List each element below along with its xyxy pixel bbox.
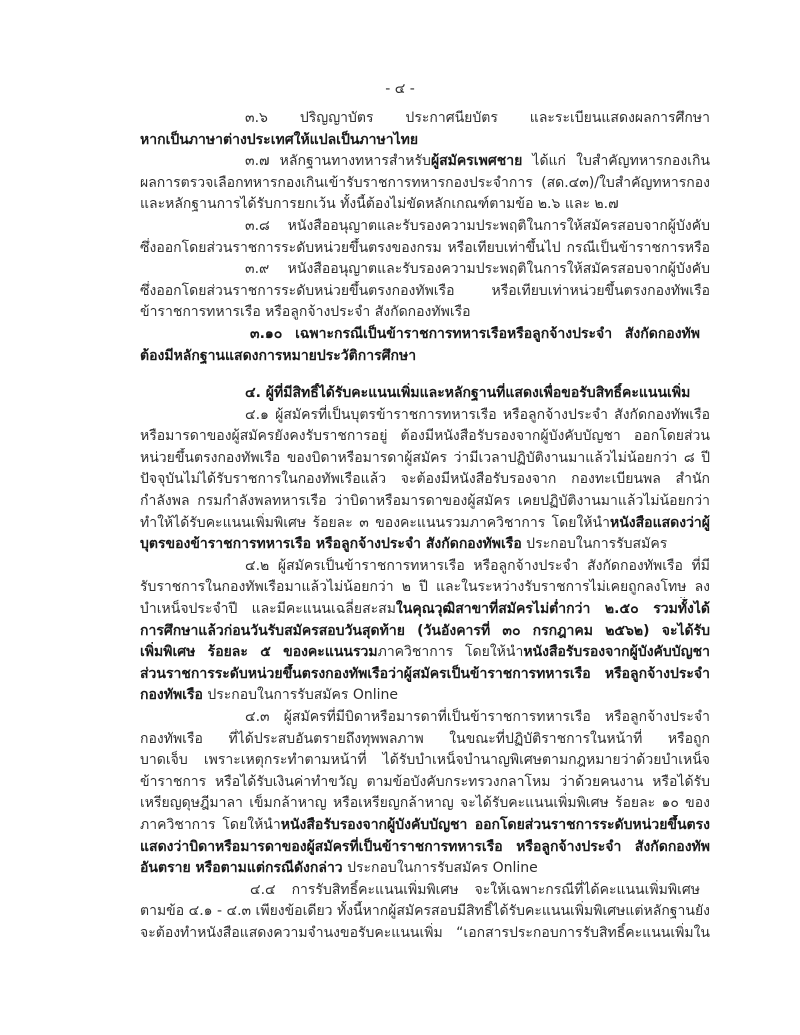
text: กองทัพเรือ ที่ได้ประสบอันตรายถึงทุพพลภาพ ในขณะที่ปฏิบัติราชการในหน้าที่ หรือถูก (140, 730, 710, 747)
bold-text: หนังสือรับรองจากผู้บังคับบัญชา ออกโดยส่วนราชการระดับหน่วยขึ้นตรง (280, 817, 710, 833)
text-line (140, 599, 710, 620)
text: บำเหน็จประจำปี และมีคะแนนเฉลี่ยสะสม (140, 601, 396, 617)
bold-text: ผู้สมัครเพศชาย (430, 153, 523, 170)
text: ข้าราชการทหารเรือ หรือลูกจ้างประจำ สังกัดกองทัพเรือ (140, 304, 471, 321)
bold-text: ในคุณวุฒิสาขาที่สมัครไม่ต่ำกว่า ๒.๕๐ รวมทั้งได้ (395, 601, 710, 617)
text: หน่วยขึ้นตรงกองทัพเรือ ของบิดาหรือมารดาผู้สมัคร ว่ามีเวลาปฏิบัติงานมาแล้วไม่น้อยกว่า ๘ ปี (140, 449, 710, 466)
text: ข้าราชการ หรือได้รับเงินค่าทำขวัญ ตามข้อบังคับกระทรวงกลาโหม ว่าด้วยคนงาน หรือได้รับ (140, 773, 710, 790)
bold-text: เพิ่มพิเศษ ร้อยละ ๕ ของคะแนนรวม (140, 644, 378, 661)
text-line (140, 685, 710, 706)
bold-text: การศึกษาแล้วก่อนวันรับสมัครสอบวันสุดท้าย (วันอังคารที่ ๓๐ กรกฎาคม ๒๕๖๒) จะได้รับ (140, 622, 710, 639)
text-line (140, 772, 710, 793)
bold-text: หนังสือแสดงว่าผู้ (609, 514, 710, 531)
page-number: - ๔ - (385, 81, 415, 97)
text: กำลังพล กรมกำลังพลทหารเรือ ว่าบิดาหรือมารดาของผู้สมัคร เคยปฏิบัติงานมาแล้วไม่น้อยกว่า (140, 493, 710, 509)
text: และหลักฐานการได้รับการยกเว้น ทั้งนี้ต้องไม่ขัดหลักเกณฑ์ตามข้อ ๒.๖ และ ๒.๗ (140, 196, 619, 213)
text-line (140, 130, 710, 151)
text-line (245, 707, 710, 728)
text-line (250, 880, 700, 901)
text: ๔.๓ ผู้สมัครที่มีบิดาหรือมารดาที่เป็นข้าราชการทหารเรือ หรือลูกจ้างประจำ (245, 709, 710, 725)
text: ตามข้อ ๔.๑ - ๔.๓ เพียงข้อเดียว ทั้งนี้หากผู้สมัครสอบมีสิทธิ์ได้รับคะแนนเพิ่มพิเศษแต่หลักฐานยัง (140, 903, 710, 920)
text-line (140, 491, 710, 512)
text-line (245, 259, 710, 280)
text-line (140, 534, 710, 555)
text-line (140, 194, 710, 215)
text-line (140, 901, 710, 922)
text: ๔.๑ ผู้สมัครที่เป็นบุตรข้าราชการทหารเรือ หรือลูกจ้างประจำ สังกัดกองทัพเรือ (245, 406, 710, 423)
text: บาดเจ็บ เพราะเหตุกระทำตามหน้าที่ ได้รับบำเหน็จบำนาญพิเศษตามกฎหมายว่าด้วยบำเหน็จ (140, 752, 710, 769)
bold-text: ส่วนราชการระดับหน่วยขึ้นตรงกองทัพเรือว่าผู้สมัครเป็นข้าราชการทหารเรือ หรือลูกจ้างประจำ (140, 665, 710, 682)
text: เหรียญดุษฎีมาลา เข็มกล้าหาญ หรือเหรียญกล้าหาญ จะได้รับคะแนนเพิ่มพิเศษ ร้อยละ ๑๐ ของ (140, 795, 710, 812)
section-heading (245, 383, 710, 404)
bold-text: ๔. ผู้ที่มีสิทธิ์ได้รับคะแนนเพิ่มและหลักฐานที่แสดงเพื่อขอรับสิทธิ์คะแนนเพิ่ม (245, 385, 691, 401)
bold-text: หนังสือรับรองจากผู้บังคับบัญชา (523, 644, 710, 661)
bold-text: บุตรของข้าราชการทหารเรือ หรือลูกจ้างประจำ สังกัดกองทัพเรือ (140, 536, 522, 553)
text: จะต้องทำหนังสือแสดงความจำนงขอรับคะแนนเพิ่ม “เอกสารประกอบการรับสิทธิ์คะแนนเพิ่มใน (140, 925, 710, 941)
bold-text: หากเป็นภาษาต่างประเทศให้แปลเป็นภาษาไทย (140, 131, 419, 148)
text-line (245, 556, 710, 577)
text: ผลการตรวจเลือกทหารกองเกินเข้ารับราชการทหารกองประจำการ (สด.๔๓)/ใบสำคัญทหารกอง (140, 174, 710, 191)
text: ประกอบในการรับสมัคร Online (202, 687, 398, 704)
text-line (250, 324, 700, 345)
text-line (140, 815, 710, 836)
text-line (140, 238, 710, 259)
text-line (140, 923, 710, 944)
text-line (140, 642, 710, 663)
text-line (245, 405, 710, 426)
text: ๓.๘ หนังสืออนุญาตและรับรองความประพฤติในการให้สมัครสอบจากผู้บังคับ (245, 218, 710, 234)
bold-text: กองทัพเรือ (140, 687, 203, 704)
text: ทำให้ได้รับคะแนนเพิ่มพิเศษ ร้อยละ ๓ ของคะแนนรวมภาควิชาการ โดยให้นำ (140, 514, 610, 531)
text-line (140, 469, 710, 490)
text: ประกอบในการรับสมัคร Online (342, 860, 538, 877)
text: ประกอบในการรับสมัคร (526, 536, 668, 553)
text-line (245, 216, 710, 237)
text: หรือมารดาของผู้สมัครยังคงรับราชการอยู่ ต้องมีหนังสือรับรองจากผู้บังคับบัญชา ออกโดยส่วน (140, 428, 710, 445)
text-line (140, 173, 710, 194)
text: ๔.๒ ผู้สมัครเป็นข้าราชการทหารเรือ หรือลูกจ้างประจำ สังกัดกองทัพเรือ ที่มี (245, 557, 710, 574)
text-line (140, 513, 710, 534)
text-line (140, 664, 710, 685)
text-line (140, 750, 710, 771)
text-line (140, 729, 710, 750)
text-line (140, 448, 710, 469)
text-line (245, 108, 710, 129)
text-line (140, 346, 710, 367)
text: ภาควิชาการ โดยให้นำ (140, 817, 281, 833)
text-line (140, 281, 710, 302)
text-line (140, 426, 710, 447)
text: ๓.๗ หลักฐานทางทหารสำหรับ (245, 153, 431, 170)
text-line (245, 151, 710, 172)
text: ๓.๖ ปริญญาบัตร ประกาศนียบัตร และระเบียนแสดงผลการศึกษา (245, 110, 710, 126)
text: ได้แก่ ใบสำคัญทหารกองเกิน (532, 153, 710, 170)
text: ปัจจุบันไม่ได้รับราชการในกองทัพเรือแล้ว จะต้องมีหนังสือรับรองจาก กองทะเบียนพล สำนัก (140, 471, 710, 488)
text-line (140, 793, 710, 814)
text-line (140, 577, 710, 598)
bold-text: อันตราย หรือตามแต่กรณีดังกล่าว (140, 860, 343, 877)
text: รับราชการในกองทัพเรือมาแล้วไม่น้อยกว่า ๒ ปี และในระหว่างรับราชการไม่เคยถูกลงโทษ ลง (140, 579, 710, 596)
text-line (140, 302, 710, 323)
text-line (140, 837, 710, 858)
text: ซึ่งออกโดยส่วนราชการระดับหน่วยขึ้นตรงกองทัพเรือ หรือเทียบเท่าหน่วยขึ้นตรงกองทัพเรือ (140, 282, 710, 299)
bold-text: ๓.๑๐ เฉพาะกรณีเป็นข้าราชการทหารเรือหรือลูกจ้างประจำ สังกัดกองทัพ (250, 326, 700, 342)
text: ๔.๔ การรับสิทธิ์คะแนนเพิ่มพิเศษ จะให้เฉพาะกรณีที่ได้คะแนนเพิ่มพิเศษ (250, 881, 700, 898)
text: ซึ่งออกโดยส่วนราชการระดับหน่วยขึ้นตรงของกรม หรือเทียบเท่าขึ้นไป กรณีเป็นข้าราชการหรือ (140, 239, 710, 256)
text-line (140, 621, 710, 642)
text: ๓.๙ หนังสืออนุญาตและรับรองความประพฤติในการให้สมัครสอบจากผู้บังคับ (245, 261, 710, 278)
bold-text: ต้องมีหลักฐานแสดงการหมายประวัติการศึกษา (140, 347, 417, 364)
text: ภาควิชาการ โดยให้นำ (377, 644, 524, 661)
text-line (140, 858, 710, 879)
bold-text: แสดงว่าบิดาหรือมารดาของผู้สมัครที่เป็นข้าราชการทหารเรือ หรือลูกจ้างประจำ สังกัดกองทัพ (140, 838, 710, 855)
